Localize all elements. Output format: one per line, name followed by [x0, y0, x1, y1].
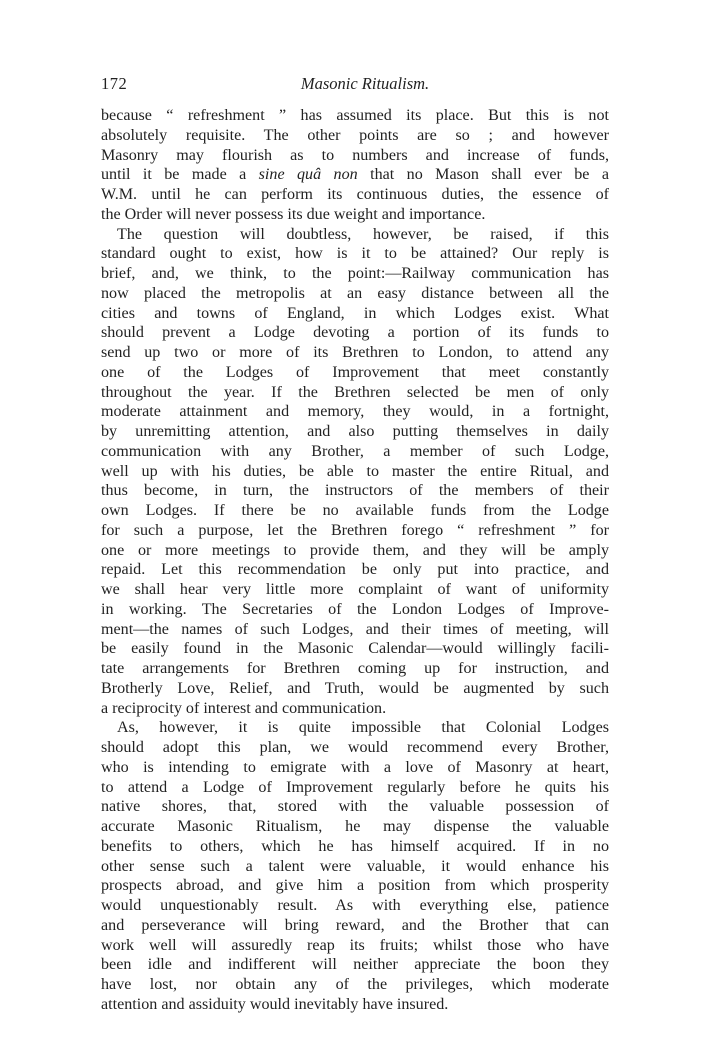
text-line: repaid. Let this recommendation be only put into practice, and	[101, 561, 609, 579]
text-line: As, however, it is quite impossible that Colonial Lodges	[117, 719, 609, 737]
paragraph	[101, 718, 609, 1014]
paragraph	[101, 225, 609, 719]
text-line: accurate Masonic Ritualism, he may dispense the valuable	[101, 818, 609, 835]
text-line: have lost, nor obtain any of the privileges, which moderate	[101, 976, 609, 993]
text-line: should prevent a Lodge devoting a portion of its funds to	[101, 324, 609, 342]
text-line: be easily found in the Masonic Calendar—would willingly facili-	[101, 640, 609, 658]
text-line: been idle and indifferent will neither appreciate the boon they	[101, 956, 609, 974]
text-line: brief, and, we think, to the point:—Railway communication has	[101, 265, 609, 282]
text-line: The question will doubtless, however, be raised, if this	[117, 225, 609, 243]
text-line: own Lodges. If there be no available funds from the Lodge	[101, 502, 609, 519]
text-line: throughout the year. If the Brethren selected be men of only	[101, 383, 609, 401]
text-line: Brotherly Love, Relief, and Truth, would be augmented by such	[101, 679, 609, 697]
text-line: work well will assuredly reap its fruits; whilst those who have	[101, 936, 609, 954]
text-line: should adopt this plan, we would recommend every Brother,	[101, 739, 609, 756]
text-line: attention and assiduity would inevitably have insured.	[101, 995, 449, 1013]
text-line: we shall hear very little more complaint of want of uniformity	[101, 581, 609, 598]
text-line: other sense such a talent were valuable, it would enhance his	[101, 857, 609, 875]
book-page	[101, 74, 609, 1015]
text-line: communication with any Brother, a member of such Lodge,	[101, 442, 609, 460]
text-line: cities and towns of England, in which Lodges exist. What	[101, 304, 609, 322]
text-line: prospects abroad, and give him a position from which prosperity	[101, 877, 609, 895]
text-line: in working. The Secretaries of the London Lodges of Improve-	[101, 600, 609, 618]
text-line: Masonry may flourish as to numbers and increase of funds,	[101, 146, 609, 164]
text-line: one of the Lodges of Improvement that meet constantly	[101, 363, 609, 381]
text-line: for such a purpose, let the Brethren forego “ refreshment ” for	[101, 521, 609, 539]
text-line: and perseverance will bring reward, and the Brother that can	[101, 916, 609, 934]
text-line: now placed the metropolis at an easy distance between all the	[101, 284, 609, 302]
paragraph	[101, 106, 609, 225]
text-line: who is intending to emigrate with a love of Masonry at heart,	[101, 758, 609, 776]
text-line: moderate attainment and memory, they would, in a fortnight,	[101, 403, 609, 421]
body-text	[101, 106, 609, 1015]
text-line: W.M. until he can perform its continuous duties, the essence of	[101, 186, 609, 203]
text-line: native shores, that, stored with the valuable possession of	[101, 798, 609, 816]
running-title: Masonic Ritualism.	[300, 74, 430, 93]
text-line: a reciprocity of interest and communication.	[101, 699, 387, 717]
text-line: until it be made a sine quâ non that no Mason shall ever be a	[101, 166, 609, 184]
text-line: send up two or more of its Brethren to London, to attend any	[101, 344, 609, 361]
text-line: would unquestionably result. As with everything else, patience	[101, 897, 609, 914]
text-line: ment—the names of such Lodges, and their times of meeting, will	[101, 620, 609, 638]
text-line: because “ refreshment ” has assumed its place. But this is not	[101, 107, 609, 124]
text-line: well up with his duties, be able to master the entire Ritual, and	[101, 462, 609, 480]
text-line: by unremitting attention, and also putting themselves in daily	[101, 423, 609, 440]
text-line: one or more meetings to provide them, and they will be amply	[101, 541, 609, 559]
text-line: the Order will never possess its due weight and importance.	[101, 205, 486, 223]
text-line: tate arrangements for Brethren coming up for instruction, and	[101, 660, 609, 677]
text-line: to attend a Lodge of Improvement regularly before he quits his	[101, 778, 609, 796]
page-number: 172	[101, 74, 128, 93]
page-header	[101, 74, 609, 100]
text-line: standard ought to exist, how is it to be attained? Our reply is	[101, 245, 609, 263]
text-line: absolutely requisite. The other points are so ; and however	[101, 126, 609, 144]
text-line: benefits to others, which he has himself acquired. If in no	[101, 837, 609, 855]
text-line: thus become, in turn, the instructors of the members of their	[101, 482, 609, 500]
